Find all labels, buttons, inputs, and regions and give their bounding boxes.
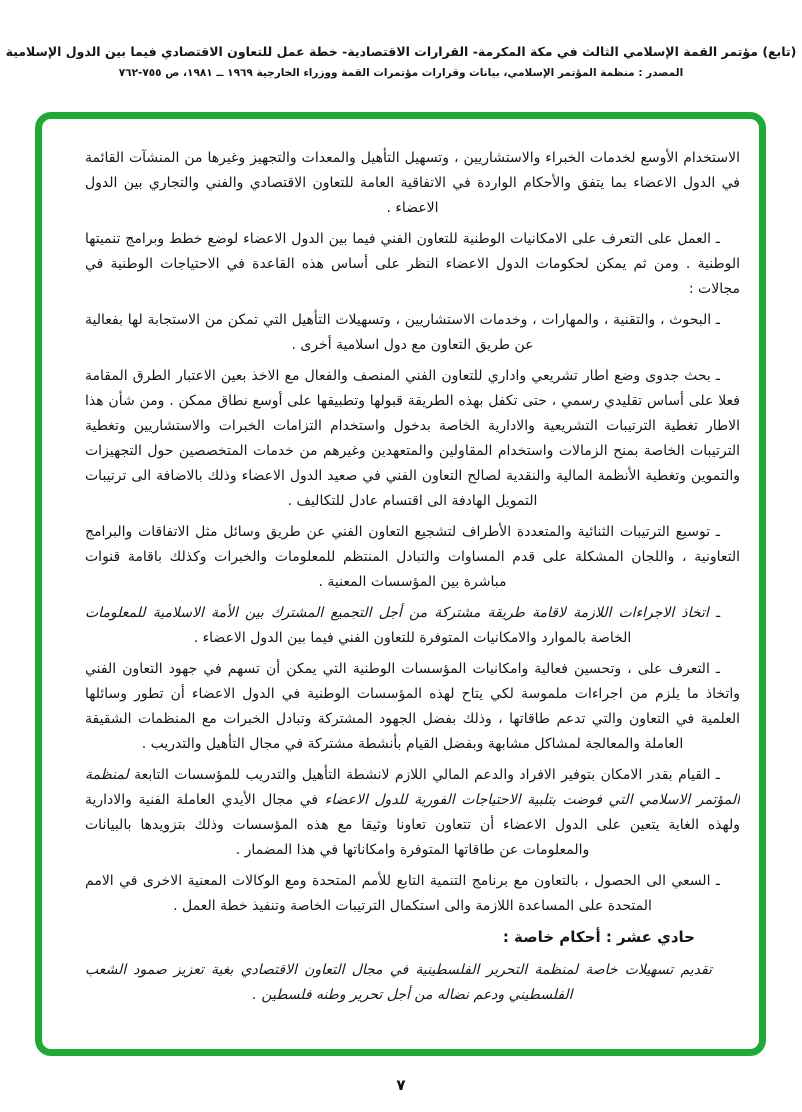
page-number: ٧ [396,1076,406,1094]
text-segment: لمنظمة المؤتمر الاسلامي التي فوضت بتلبية الاحتياجات الفورية للدول الاعضاء [85,767,740,808]
text-segment: ـ العمل على التعرف على الامكانيات الوطنية للتعاون الفني فيما بين الدول الاعضاء لوضع خطط وبرامج تنميتها الوطنية . ومن ثم يمكن لحكومات الدول الاعضاء النظر على أساس هذه القاعدة في الاحتياجات الوطنية في مجالات : [85,231,740,297]
text-segment: ـ السعي الى الحصول ، بالتعاون مع برنامج التنمية التابع للأمم المتحدة ومع الوكالات المعنية الاخرى في الامم المتحدة على المساعدة اللازمة والى استكمال الترتيبات الخاصة وتنفيذ خطة العمل . [85,873,720,914]
source-citation: المصدر : منظمة المؤتمر الإسلامي، بيانات وقرارات مؤتمرات القمة ووزراء الخارجية ١٩٦٩ ــ ١٩٨١، ص ٧٥٥-٧٦٢ [118,67,684,79]
body-paragraphs [85,146,740,1038]
paragraph [85,364,740,514]
page-header [0,44,802,79]
text-segment: ـ توسيع الترتيبات الثنائية والمتعددة الأطراف لتشجيع التعاون الفني عن طريق وسائل مثل الاتفاقات والبرامج التعاونية ، واللجان المشكلة على قدم المساوات والتبادل المنتظم للمعلومات والخبرات وكذلك باقامة قنوات مباشرة بين المؤسسات المعنية . [85,524,740,590]
paragraph [85,869,740,919]
text-segment: ـ بحث جدوى وضع اطار تشريعي واداري للتعاون الفني المنصف والفعال مع الاخذ بعين الاعتبار الطرق المقامة فعلا على أساس تقليدي رسمي ، حتى تكفل بهذه الطريقة قبولها وتطبيقها على أوسع نطاق ممكن . ومن شأن هذا الاطار تغطية الترتيبات التشريعية والادارية الخاصة بدخول واستخدام التزامات الخبرات والاستشاريين وتغطية الترتيبات الخاصة بمنح الزمالات واستخدام المقاولين والمتعهدين وغيرهم من خدمات المتخصصين حول التجهيزات والتموين وتغطية الأنظمة المالية والنقدية لصالح التعاون الفني في صعيد الدول الاعضاء وذلك بالاضافة الى ترتيبات التمويل الهادفة الى اقتسام عادل للتكاليف . [85,368,740,509]
paragraph [85,146,740,221]
text-segment: تقديم تسهيلات خاصة لمنظمة التحرير الفلسطينية في مجال التعاون الاقتصادي بغية تعزيز صمود الشعب الفلسطيني ودعم نضاله من أجل تحرير وطنه فلسطين . [85,962,712,1003]
text-segment: ـ التعرف على ، وتحسين فعالية وامكانيات المؤسسات الوطنية التي يمكن أن تسهم في جهود التعاون الفني واتخاذ ما يلزم من اجراءات ملموسة لكي يتاح لهذه المؤسسات الوطنية في الدول الاعضاء أن تطور وسائلها العلمية في التعاون والتي تدعم طاقاتها ، وذلك بفضل الجهود المشتركة وتبادل الخبرات مع المنظمات الشقيقة العاملة والمعالجة لمشاكل مشابهة وبفضل القيام بأنشطة مشتركة في مجال التأهيل والتدريب . [85,661,740,752]
text-segment: أحكام خاصة : [502,928,601,946]
text-segment: حادي عشر : [600,928,695,946]
paragraph [85,601,740,651]
paragraph [85,657,740,757]
text-segment: في مجال الأيدي العاملة الفنية والادارية ولهذه الغاية يتعين على الدول الاعضاء أن تتعاون تعاونا وثيقا مع هذه المؤسسات وذلك بتزويدها بالبيانات والمعلومات عن طاقاتها المتوفرة وامكاناتها في هذا المضمار . [85,792,740,858]
text-segment: ـ البحوث ، والتقنية ، والمهارات ، وخدمات الاستشاريين ، وتسهيلات التأهيل التي تمكن من الاستجابة لها بفعالية عن طريق التعاون مع دول اسلامية أخرى . [85,312,720,353]
document-title: (تابع) مؤتمر القمة الإسلامي الثالث في مكة المكرمة- القرارات الاقتصادية- خطة عمل للتعاون الاقتصادي فيما بين الدول الإسلامية [5,44,797,59]
paragraph [85,227,740,302]
section-heading [85,925,695,950]
text-segment: ـ اتخاذ الاجراءات اللازمة لاقامة طريقة مشتركة من أجل التجميع المشترك بين الأمة الاسلامية للمعلومات [85,605,720,621]
paragraph [85,520,740,595]
paragraph [85,763,740,863]
text-segment: ـ القيام بقدر الامكان بتوفير الافراد والدعم المالي اللازم لانشطة التأهيل والتدريب للمؤسسات التابعة [128,767,720,783]
text-segment: الخاصة بالموارد والامكانيات المتوفرة للتعاون الفني فيما بين الدول الاعضاء . [193,630,632,646]
paragraph [85,958,740,1008]
text-segment: الاستخدام الأوسع لخدمات الخبراء والاستشاريين ، وتسهيل التأهيل والمعدات والتجهيز وغيرها من المنشآت القائمة في الدول الاعضاء بما يتفق والأحكام الواردة في الاتفاقية العامة للتعاون الاقتصادي والفني والتجاري بين الدول الاعضاء . [85,150,740,216]
paragraph [85,308,740,358]
